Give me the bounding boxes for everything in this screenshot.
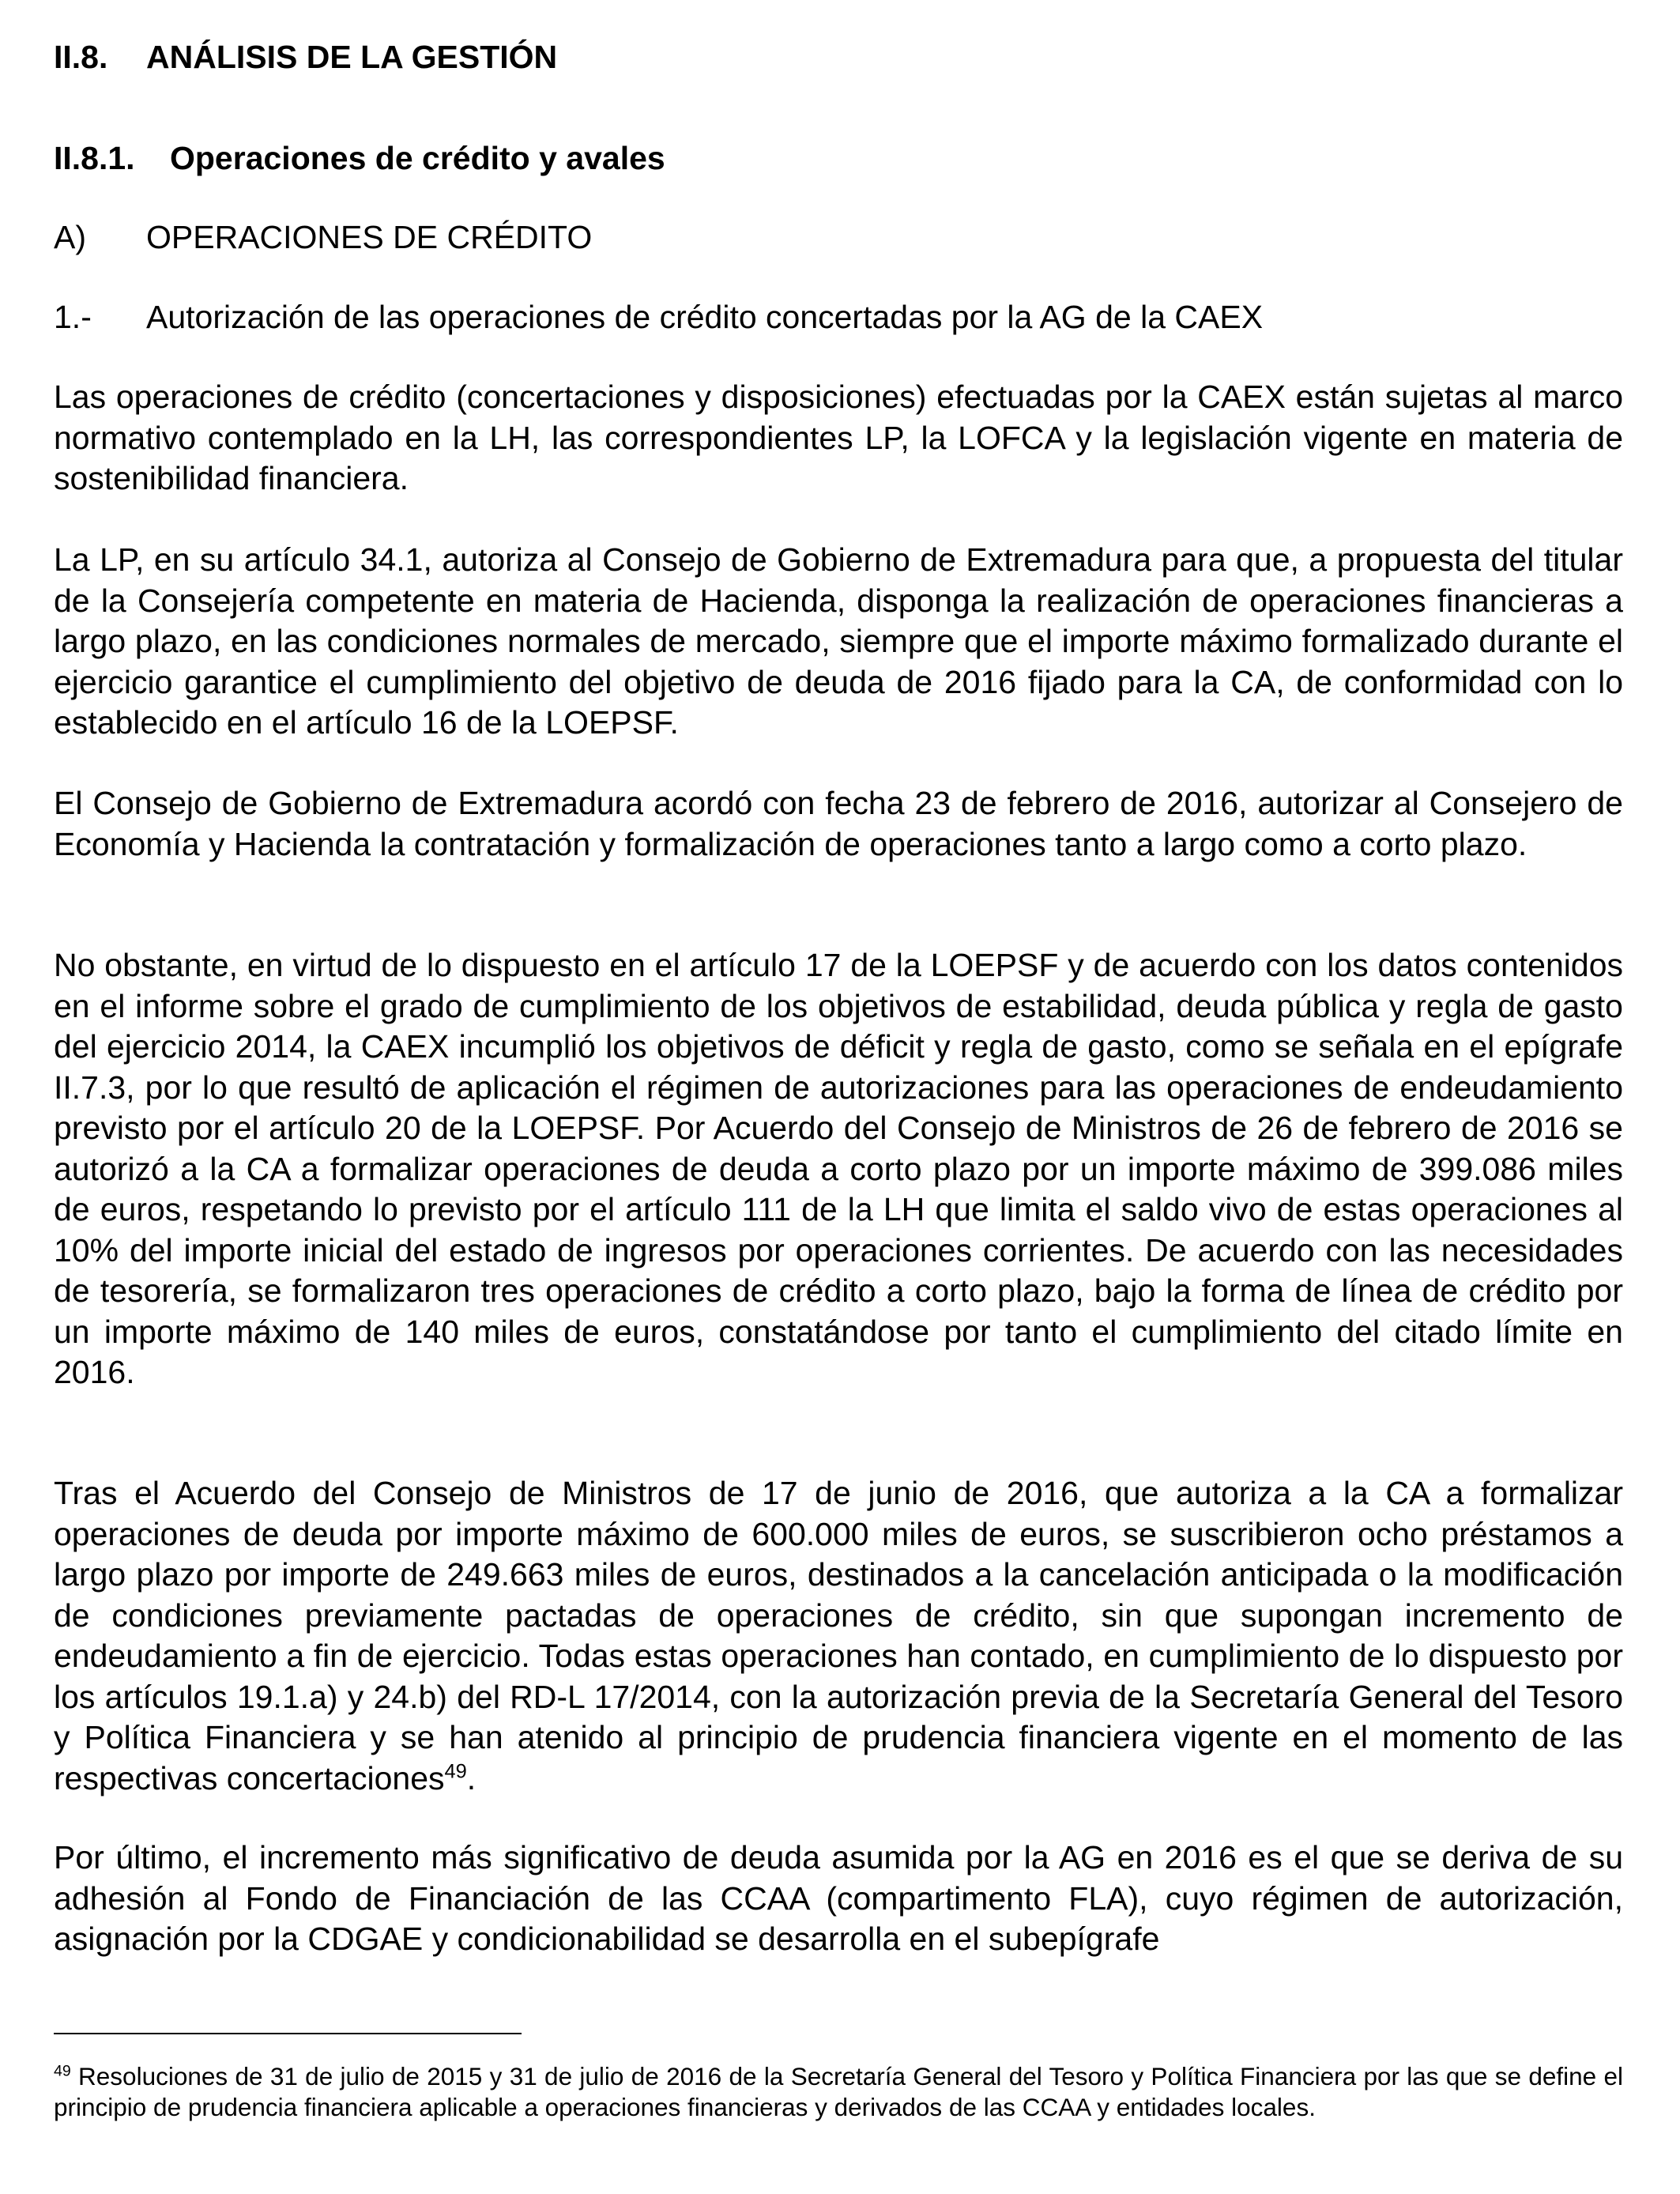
subheading-1-title: Autorización de las operaciones de crédito concertadas por la AG de la CAEX [146, 299, 1264, 335]
subheading-a-letter: A) [54, 219, 86, 255]
paragraph-1: Las operaciones de crédito (concertaciones y disposiciones) efectuadas por la CAEX están sujetas al marco normativo contemplado en la LH, las correspondientes LP, la LOFCA y la legislación vigente en materia de sostenibilidad financiera. [54, 379, 1623, 496]
footnote [54, 2061, 1623, 2122]
section-title: ANÁLISIS DE LA GESTIÓN [146, 39, 558, 75]
footnote-text: Resoluciones de 31 de julio de 2015 y 31 de julio de 2016 de la Secretaría General del Tesoro y Política Financiera por las que se define el principio de prudencia financiera aplicable a operaciones financieras y derivados de las CCAA y entidades locales. [54, 2062, 1623, 2121]
footnote-reference[interactable]: 49 [444, 1759, 467, 1782]
subsection-title: Operaciones de crédito y avales [170, 140, 665, 176]
paragraph-4: No obstante, en virtud de lo dispuesto en el artículo 17 de la LOEPSF y de acuerdo con los datos contenidos en el informe sobre el grado de cumplimiento de los objetivos de estabilidad, deuda pública y regla de gasto del ejercicio 2014, la CAEX incumplió los objetivos de déficit y regla de gasto, como se señala en el epígrafe II.7.3, por lo que resultó de aplicación el régimen de autorizaciones para las operaciones de endeudamiento previsto por el artículo 20 de la LOEPSF. Por Acuerdo del Consejo de Ministros de 26 de febrero de 2016 se autorizó a la CA a formalizar operaciones de deuda a corto plazo por un importe máximo de 399.086 miles de euros, respetando lo previsto por el artículo 111 de la LH que limita el saldo vivo de estas operaciones al 10% del importe inicial del estado de ingresos por operaciones corrientes. De acuerdo con las necesidades de tesorería, se formalizaron tres operaciones de crédito a corto plazo, bajo la forma de línea de crédito por un importe máximo de 140 miles de euros, constatándose por tanto el cumplimiento del citado límite en 2016. [54, 947, 1623, 1390]
paragraph-5 [54, 1473, 1623, 1799]
subsection-number: II.8.1. [54, 140, 135, 176]
paragraph-5-text: Tras el Acuerdo del Consejo de Ministros de 17 de junio de 2016, que autoriza a la CA a formalizar operaciones de deuda por importe máximo de 600.000 miles de euros, se suscribieron ocho préstamos a largo plazo por importe de 249.663 miles de euros, destinados a la cancelación anticipada o la modificación de condiciones previamente pactadas de operaciones de crédito, sin que supongan incremento de endeudamiento a fin de ejercicio. Todas estas operaciones han contado, en cumplimiento de lo dispuesto por los artículos 19.1.a) y 24.b) del RD-L 17/2014, con la autorización previa de la Secretaría General del Tesoro y Política Financiera y se han atenido al principio de prudencia financiera vigente en el momento de las respectivas concertaciones [54, 1475, 1623, 1796]
subheading-1 [54, 295, 1263, 339]
paragraph-6: Por último, el incremento más significativo de deuda asumida por la AG en 2016 es el que se deriva de su adhesión al Fondo de Financiación de las CCAA (compartimento FLA), cuyo régimen de autorización, asignación por la CDGAE y condicionabilidad se desarrolla en el subepígrafe [54, 1839, 1623, 1957]
subsection-heading [54, 136, 665, 180]
footnote-number: 49 [54, 2062, 71, 2080]
section-heading [54, 35, 557, 79]
footnote-separator [54, 2033, 522, 2034]
section-number: II.8. [54, 39, 108, 75]
paragraph-2: La LP, en su artículo 34.1, autoriza al Consejo de Gobierno de Extremadura para que, a propuesta del titular de la Consejería competente en materia de Hacienda, disponga la realización de operaciones financieras a largo plazo, en las condiciones normales de mercado, siempre que el importe máximo formalizado durante el ejercicio garantice el cumplimiento del objetivo de deuda de 2016 fijado para la CA, de conformidad con lo establecido en el artículo 16 de la LOEPSF. [54, 541, 1623, 741]
paragraph-3: El Consejo de Gobierno de Extremadura acordó con fecha 23 de febrero de 2016, autorizar al Consejero de Economía y Hacienda la contratación y formalización de operaciones tanto a largo como a corto plazo. [54, 785, 1623, 862]
subheading-a-title: OPERACIONES DE CRÉDITO [146, 219, 593, 255]
paragraph-5-end: . [466, 1759, 477, 1796]
subheading-a [54, 215, 592, 259]
subheading-1-number: 1.- [54, 299, 92, 335]
